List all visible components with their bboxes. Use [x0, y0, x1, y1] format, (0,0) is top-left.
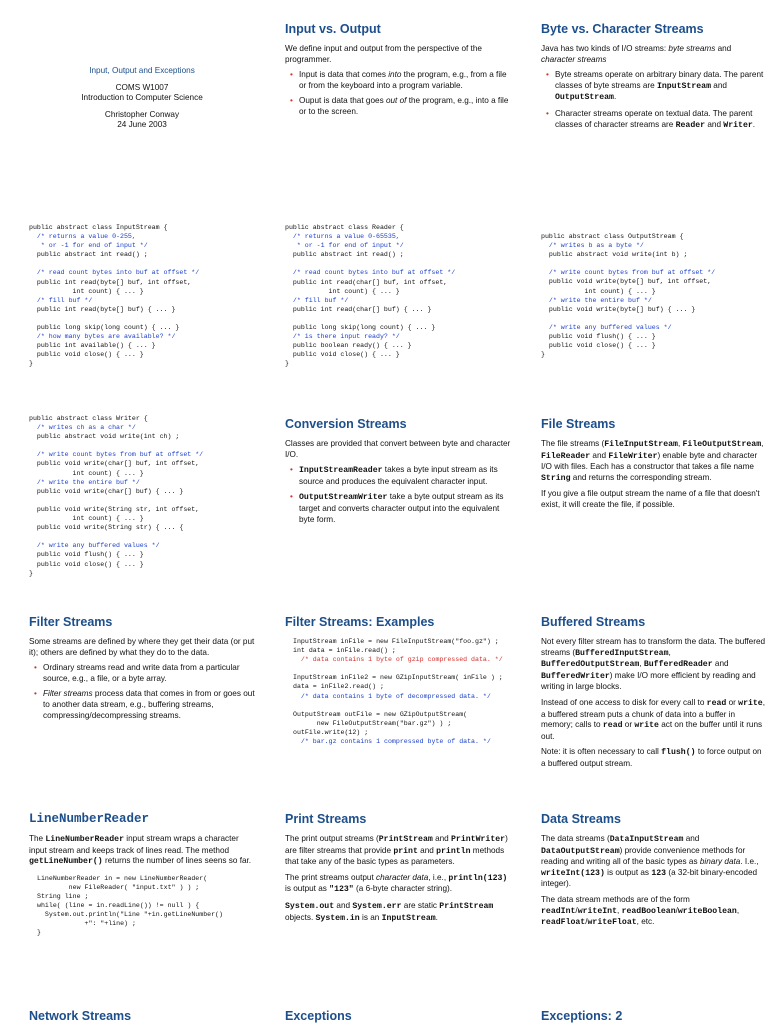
bullet-byte-streams: • Byte streams operate on arbitrary binary data. The parent classes of byte streams are InputStream and OutputStream.: [555, 70, 767, 104]
code-line: int data = inFile.read() ;: [293, 647, 396, 655]
code-line: public boolean ready() { ... }: [292, 342, 412, 350]
slide-heading: Input vs. Output: [285, 22, 381, 36]
bullet-filter-streams: • Filter streams process data that comes in from or goes out to another data stream, e.g., buffering streams, compressing/decompressing streams.: [43, 689, 255, 721]
course-code: COMS W1007: [115, 82, 169, 92]
code-line: /* read count bytes into buf at offset */: [36, 269, 200, 277]
intro-text: We define input and output from the perspective of the programmer.: [285, 44, 482, 64]
code-line: int count) { ... }: [72, 287, 144, 295]
slide-exceptions-2: [541, 1009, 767, 1031]
slide-file-streams: [541, 417, 767, 516]
code-line: /* returns a value 0-255,: [36, 233, 136, 241]
bullet-ordinary-streams: • Ordinary streams read and write data from a particular source, e.g., a file, or a byte array.: [43, 663, 255, 684]
slide-filter-examples: [285, 615, 511, 746]
code-line: /* data contains 1 byte of decompressed data. */: [300, 692, 491, 700]
intro-text: Some streams are defined by where they get their data (or put it); others are defined by what they do to the data.: [29, 637, 255, 657]
slide-data-streams: [541, 812, 767, 934]
code-line: /* fill buf */: [36, 296, 93, 304]
code-line: OutputStream outFile = new GZipOutputStream(: [293, 710, 468, 718]
code-line: public int read(byte[] buf, int offset,: [36, 278, 192, 286]
code-line: }: [285, 360, 289, 368]
slide-heading: Data Streams: [541, 812, 621, 826]
bullet-input: • Input is data that comes into the program, e.g., from a file or from the keyboard into a program variable.: [299, 70, 511, 91]
slide-heading: Filter Streams: Examples: [285, 615, 435, 629]
code-line: /* returns a value 0-65535,: [292, 233, 400, 241]
title-slide: [29, 66, 255, 131]
bullet-output: • Ouput is data that goes out of the program, e.g., into a file or to the screen.: [299, 96, 511, 117]
code-writer: [29, 414, 255, 578]
code-line: /* how many bytes are available? */: [36, 333, 176, 341]
bullet-outputstreamwriter: • OutputStreamWriter take a byte output stream as its target and converts character output into the equivalent byte form.: [299, 492, 511, 525]
code-line: /* write any buffered values */: [36, 542, 160, 550]
code-line: System.out.println("Line "+in.getLineNumber(): [44, 911, 223, 919]
slide-heading: Print Streams: [285, 812, 367, 826]
code-line: public void write(char[] buf) { ... }: [36, 487, 184, 495]
slide-heading: File Streams: [541, 417, 616, 431]
code-line: InputStream inFile = new FileInputStream("foo.gz") ;: [293, 638, 499, 645]
code-line: }: [37, 929, 41, 937]
code-line: public void close() { ... }: [36, 560, 144, 568]
code-line: public void write(char[] buf, int offset,: [36, 460, 200, 468]
bullet-char-streams: • Character streams operate on textual data. The parent classes of character streams are Reader and Writer.: [555, 109, 767, 131]
code-line: public abstract int read() ;: [292, 251, 404, 259]
bullet-inputstreamreader: • InputStreamReader takes a byte input stream as its source and produces the equivalent character input.: [299, 465, 511, 487]
file-streams-note: If you give a file output stream the name of a file that doesn't exist, it will create the file, if possible.: [541, 489, 760, 509]
slide-heading: Byte vs. Character Streams: [541, 22, 704, 36]
print-para-1: The print output streams (PrintStream and PrintWriter) are filter streams that provide print and println methods that take any of the basic types as parameters.: [285, 834, 508, 867]
code-line: while( (line = in.readLine()) != null ) {: [37, 902, 200, 910]
slide-conversion: [285, 417, 511, 530]
slide-exceptions: [285, 1009, 511, 1031]
file-streams-para: The file streams (FileInputStream, FileOutputStream, FileReader and FileWriter) enable byte and character I/O with files. Each has a constructor that takes a file name String and returns the corresponding stream.: [541, 439, 764, 483]
code-line: public long skip(long count) { ... }: [36, 324, 180, 332]
buffered-note: Note: it is often necessary to call flush() to force output on a buffered output stream.: [541, 747, 762, 768]
slide-buffered-streams: [541, 615, 767, 775]
intro-text: Java has two kinds of I/O streams: byte streams and character streams: [541, 44, 732, 64]
code-line: public abstract void write(int ch) ;: [36, 433, 180, 441]
slide-filter-streams: [29, 615, 255, 726]
code-line: data = inFile2.read() ;: [293, 683, 385, 691]
slide-heading: Conversion Streams: [285, 417, 407, 431]
code-line: public int read(char[] buf, int offset,: [292, 278, 448, 286]
linenumber-para: The LineNumberReader input stream wraps a character input stream and keeps track of lines read. The method getLineNumber() returns the number of lines seens so far.: [29, 834, 252, 867]
code-line: public void close() { ... }: [548, 342, 656, 350]
code-line: public int read(byte[] buf) { ... }: [36, 305, 176, 313]
code-line: public long skip(long count) { ... }: [292, 324, 436, 332]
code-line: LineNumberReader in = new LineNumberReader(: [37, 874, 208, 882]
code-line: }: [541, 351, 545, 359]
code-line: /* read count bytes into buf at offset */: [292, 269, 456, 277]
slide-heading: Exceptions: [285, 1009, 352, 1023]
code-line: /* bar.gz contains 1 compressed byte of data. */: [300, 738, 491, 746]
code-line: public int available() { ... }: [36, 342, 156, 350]
code-line: public void close() { ... }: [36, 351, 144, 359]
code-line: /* writes ch as a char */: [36, 424, 136, 432]
data-para-2: The data stream methods are of the form readInt/writeInt, readBoolean/writeBoolean, readFloat/writeFloat, etc.: [541, 894, 740, 928]
slide-input-output: [285, 22, 511, 123]
code-line: public abstract int read() ;: [36, 251, 148, 259]
slide-linenumberreader: [29, 812, 255, 937]
code-line: }: [29, 360, 33, 368]
code-line: public abstract class Reader {: [285, 224, 404, 231]
code-line: * or -1 for end of input */: [296, 242, 404, 250]
author: Christopher Conway: [104, 109, 180, 119]
code-inputstream: [29, 223, 255, 369]
slide-heading: Network Streams: [29, 1009, 132, 1023]
buffered-para-2: Instead of one access to disk for every call to read or write, a buffered stream puts a chunk of data into a buffer in memory; calls to read or write act on the buffer until it runs out.: [541, 697, 766, 741]
code-line: public void write(String str, int offset,: [36, 505, 200, 513]
code-line: }: [29, 569, 33, 577]
code-line: public void flush() { ... }: [548, 333, 656, 341]
code-line: new FileReader( "input.txt" ) ) ;: [68, 883, 200, 891]
slide-heading: Exceptions: 2: [541, 1009, 623, 1023]
slide-heading: Filter Streams: [29, 615, 113, 629]
code-line: public void write(String str) { ... {: [36, 524, 184, 532]
code-line: /* write count bytes from buf at offset */: [548, 269, 716, 277]
code-line: int count) { ... }: [72, 469, 144, 477]
code-line: int count) { ... }: [328, 287, 400, 295]
print-para-3: System.out and System.err are static PrintStream objects. System.in is an InputStream.: [285, 900, 494, 923]
code-line: public abstract class InputStream {: [29, 224, 168, 231]
code-line: /* write the entire buf */: [548, 296, 652, 304]
code-line: public void flush() { ... }: [36, 551, 144, 559]
code-line: public void write(byte[] buf, int offset,: [548, 278, 712, 286]
code-line: /* write count bytes from buf at offset */: [36, 451, 204, 459]
code-line: /* write the entire buf */: [36, 478, 140, 486]
code-line: public abstract class OutputStream {: [541, 233, 684, 240]
code-line: /* data contains 1 byte of gzip compressed data. */: [300, 656, 503, 664]
code-line: public abstract class Writer {: [29, 415, 148, 422]
code-line: String line ;: [37, 892, 89, 900]
course-name: Introduction to Computer Science: [81, 93, 203, 103]
code-line: /* writes b as a byte */: [548, 242, 644, 250]
code-line: InputStream inFile2 = new GZipInputStream( inFile ) ;: [293, 674, 503, 682]
code-line: public void close() { ... }: [292, 351, 400, 359]
slide-heading: Buffered Streams: [541, 615, 646, 629]
code-line: /* is there input ready? */: [292, 333, 400, 341]
code-reader: [285, 223, 511, 369]
code-line: int count) { ... }: [584, 287, 656, 295]
slide-heading: LineNumberReader: [29, 812, 150, 826]
code-line: * or -1 for end of input */: [40, 242, 148, 250]
print-para-2: The print streams output character data, i.e., println(123) is output as "123" (a 6-byte character string).: [285, 872, 508, 895]
intro-text: Classes are provided that convert between byte and character I/O.: [285, 439, 511, 459]
code-line: int count) { ... }: [72, 515, 144, 523]
code-line: /* write any buffered values */: [548, 323, 672, 331]
buffered-para-1: Not every filter stream has to transform the data. The buffered streams (BufferedInputStream, BufferedOutputStream, BufferedReader and BufferedWriter) make I/O more efficient by reading and writing in large blocks.: [541, 637, 766, 692]
code-line: public void write(byte[] buf) { ... }: [548, 305, 696, 313]
data-para-1: The data streams (DataInputStream and DataOutputStream) provide convenience methods for reading and writing all of the basic types as binary data. I.e., writeInt(123) is output as 123 (a 32-bit binary-encoded integer).: [541, 834, 759, 889]
code-line: new FileOutputStream("bar.gz") ) ;: [316, 719, 452, 727]
slide-network-streams: [29, 1009, 255, 1031]
code-outputstream: [541, 232, 767, 359]
code-line: outFile.write(12) ;: [293, 728, 369, 736]
slide-print-streams: [285, 812, 511, 929]
presentation-title: Input, Output and Exceptions: [89, 66, 195, 75]
code-line: +": "+line) ;: [84, 920, 136, 928]
date: 24 June 2003: [117, 120, 167, 130]
code-line: /* fill buf */: [292, 296, 349, 304]
code-line: public abstract void write(int b) ;: [548, 251, 688, 259]
code-line: public int read(char[] buf) { ... }: [292, 305, 432, 313]
slide-byte-char: [541, 22, 767, 136]
